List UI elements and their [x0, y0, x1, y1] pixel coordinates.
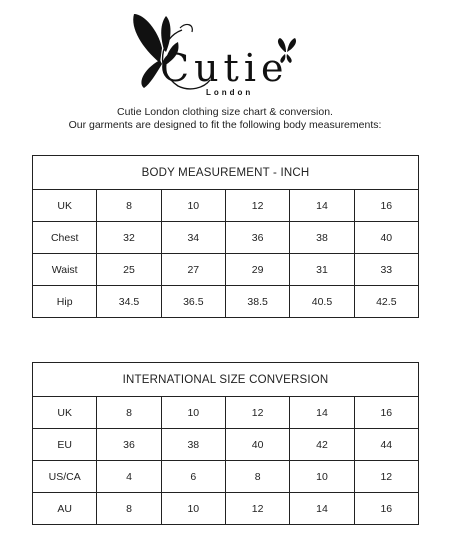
table-cell: 16: [354, 493, 418, 525]
table-cell: 40: [225, 429, 289, 461]
table-cell: 38: [290, 222, 354, 254]
table-cell: 6: [161, 461, 225, 493]
row-label: AU: [33, 493, 97, 525]
table-row: [33, 397, 419, 429]
table-row: [33, 493, 419, 525]
table-cell: 44: [354, 429, 418, 461]
table-cell: 38: [161, 429, 225, 461]
intro-line-1: Cutie London clothing size chart & conversion.: [117, 106, 333, 118]
table-cell: 42.5: [354, 286, 418, 318]
body-measurement-table: [32, 155, 419, 318]
table-cell: 12: [225, 397, 289, 429]
table-row: [33, 190, 419, 222]
table-cell: 10: [161, 397, 225, 429]
table-cell: 32: [97, 222, 161, 254]
table-cell: 42: [290, 429, 354, 461]
table-cell: 33: [354, 254, 418, 286]
intro-line-2: Our garments are designed to fit the following body measurements:: [68, 119, 382, 131]
table-cell: 38.5: [225, 286, 289, 318]
brand-subtitle: London: [206, 88, 254, 97]
table-row: [33, 254, 419, 286]
row-label: Chest: [33, 222, 97, 254]
table-cell: 31: [290, 254, 354, 286]
table-row: [33, 286, 419, 318]
table-cell: 14: [290, 190, 354, 222]
table-cell: 27: [161, 254, 225, 286]
table-cell: 16: [354, 190, 418, 222]
table-cell: 10: [161, 493, 225, 525]
table-cell: 4: [97, 461, 161, 493]
table-cell: 29: [225, 254, 289, 286]
row-label: US/CA: [33, 461, 97, 493]
table-cell: 40.5: [290, 286, 354, 318]
table-row: [33, 429, 419, 461]
row-label: UK: [33, 190, 97, 222]
international-size-table: [32, 362, 419, 525]
brand-name: Cutie: [160, 46, 289, 90]
table-cell: 8: [97, 397, 161, 429]
row-label: Hip: [33, 286, 97, 318]
table-row: [33, 461, 419, 493]
table-cell: 16: [354, 397, 418, 429]
table-cell: 8: [97, 190, 161, 222]
table-cell: 36: [225, 222, 289, 254]
table-body: [33, 190, 419, 318]
table-body: [33, 397, 419, 525]
table-cell: 12: [225, 493, 289, 525]
table-cell: 36: [97, 429, 161, 461]
intro-text: [0, 106, 450, 132]
row-label: Waist: [33, 254, 97, 286]
table-cell: 14: [290, 397, 354, 429]
table-cell: 25: [97, 254, 161, 286]
table-title: BODY MEASUREMENT - INCH: [33, 156, 419, 190]
table-cell: 40: [354, 222, 418, 254]
table-cell: 8: [97, 493, 161, 525]
table-title: INTERNATIONAL SIZE CONVERSION: [33, 363, 419, 397]
row-label: UK: [33, 397, 97, 429]
table-cell: 8: [225, 461, 289, 493]
row-label: EU: [33, 429, 97, 461]
table-cell: 36.5: [161, 286, 225, 318]
table-cell: 34.5: [97, 286, 161, 318]
table-cell: 34: [161, 222, 225, 254]
table-cell: 10: [290, 461, 354, 493]
table-cell: 12: [354, 461, 418, 493]
table-cell: 12: [225, 190, 289, 222]
table-cell: 14: [290, 493, 354, 525]
table-cell: 10: [161, 190, 225, 222]
table-row: [33, 222, 419, 254]
